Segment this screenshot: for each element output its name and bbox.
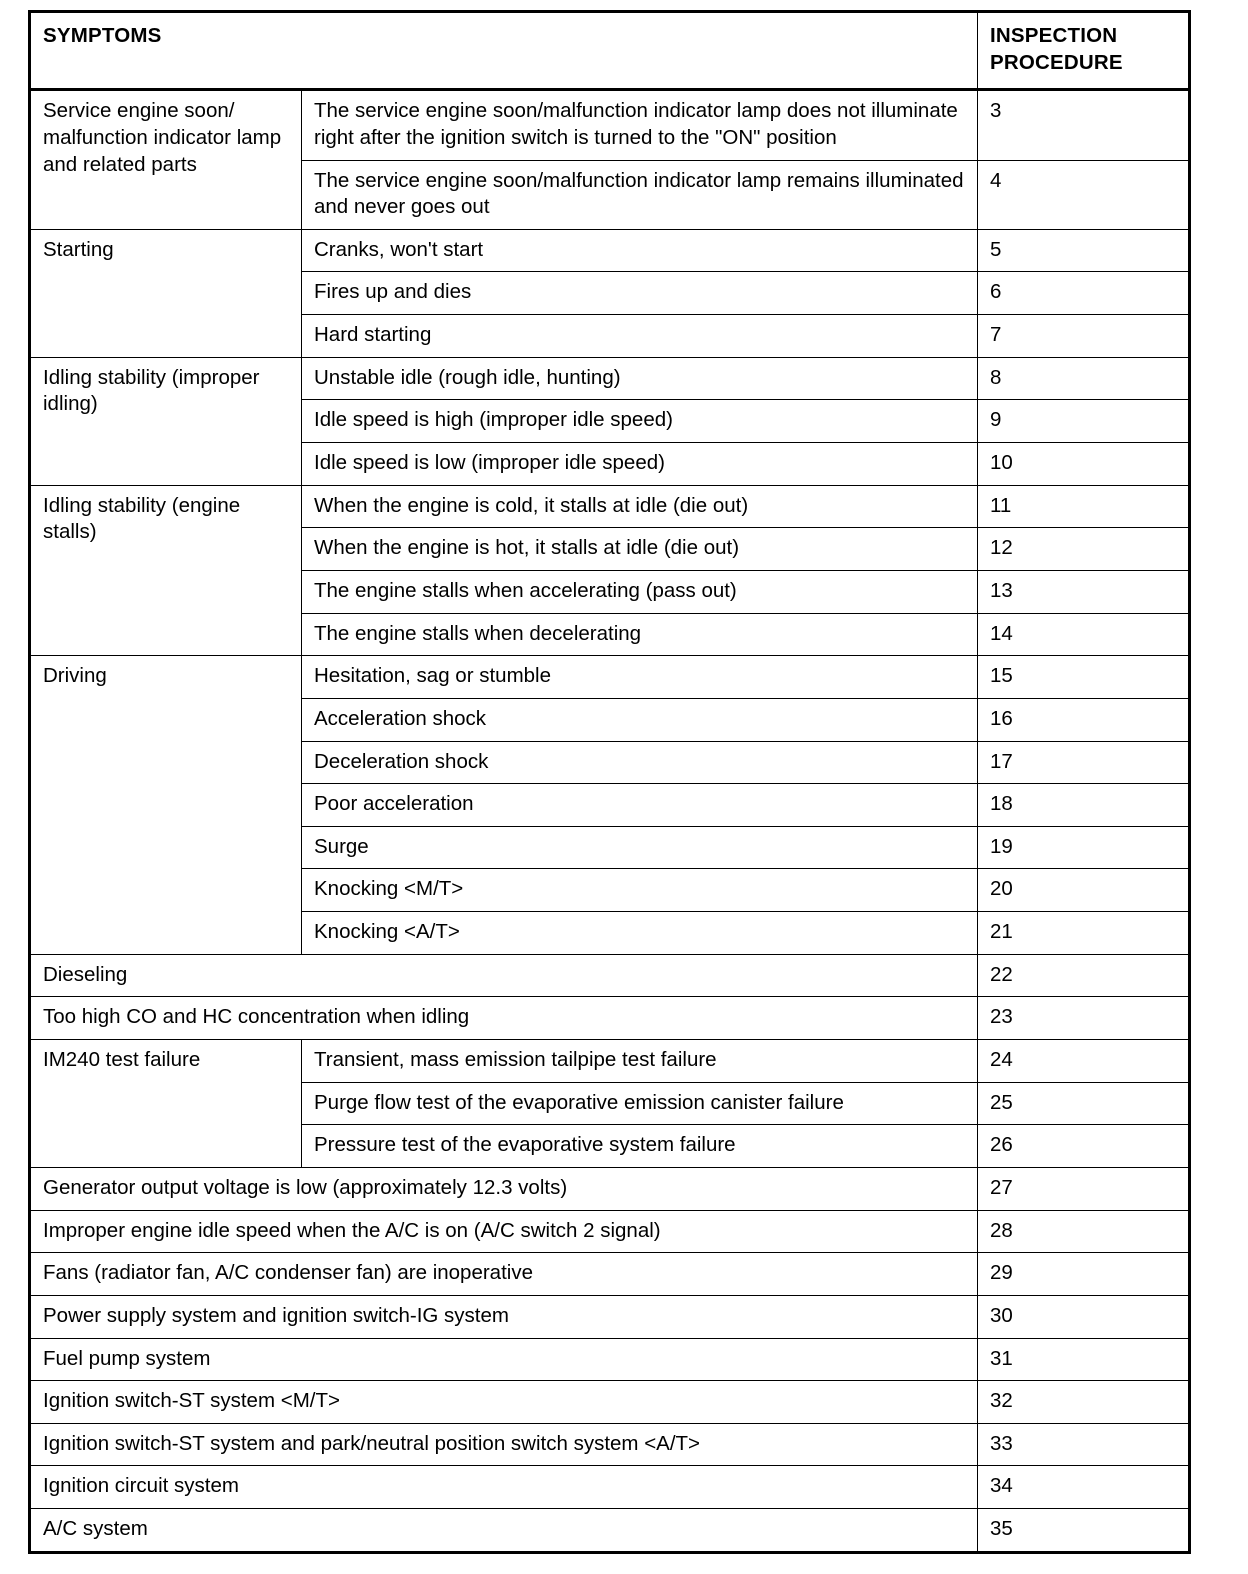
symptom-description-cell: Unstable idle (rough idle, hunting) bbox=[302, 357, 978, 400]
table-row bbox=[30, 954, 1190, 997]
symptom-description-cell: Pressure test of the evaporative system failure bbox=[302, 1125, 978, 1168]
inspection-procedure-cell: 31 bbox=[978, 1338, 1190, 1381]
symptom-description-cell: Idle speed is low (improper idle speed) bbox=[302, 443, 978, 486]
inspection-procedure-cell: 19 bbox=[978, 826, 1190, 869]
symptom-group-cell: Service engine soon/ malfunction indicator lamp and related parts bbox=[30, 90, 302, 230]
inspection-procedure-cell: 16 bbox=[978, 698, 1190, 741]
inspection-procedure-cell: 27 bbox=[978, 1167, 1190, 1210]
inspection-procedure-cell: 8 bbox=[978, 357, 1190, 400]
inspection-procedure-cell: 15 bbox=[978, 656, 1190, 699]
table-row bbox=[30, 1509, 1190, 1553]
table-row bbox=[30, 1295, 1190, 1338]
inspection-procedure-cell: 7 bbox=[978, 315, 1190, 358]
column-header-symptoms: SYMPTOMS bbox=[30, 12, 978, 90]
symptom-description-cell: Deceleration shock bbox=[302, 741, 978, 784]
symptom-description-cell: Fires up and dies bbox=[302, 272, 978, 315]
table-row bbox=[30, 1040, 1190, 1083]
symptom-full-cell: Too high CO and HC concentration when idling bbox=[30, 997, 978, 1040]
symptom-group-cell: Idling stability (engine stalls) bbox=[30, 485, 302, 656]
inspection-procedure-cell: 5 bbox=[978, 229, 1190, 272]
symptom-description-cell: Cranks, won't start bbox=[302, 229, 978, 272]
inspection-procedure-cell: 3 bbox=[978, 90, 1190, 160]
table-row bbox=[30, 1466, 1190, 1509]
symptom-full-cell: Power supply system and ignition switch-IG system bbox=[30, 1295, 978, 1338]
symptom-description-cell: Idle speed is high (improper idle speed) bbox=[302, 400, 978, 443]
symptom-full-cell: Ignition circuit system bbox=[30, 1466, 978, 1509]
inspection-procedure-cell: 35 bbox=[978, 1509, 1190, 1553]
table-row bbox=[30, 1167, 1190, 1210]
inspection-procedure-cell: 24 bbox=[978, 1040, 1190, 1083]
table-header bbox=[30, 12, 1190, 90]
table-row bbox=[30, 357, 1190, 400]
inspection-procedure-cell: 10 bbox=[978, 443, 1190, 486]
symptom-full-cell: Dieseling bbox=[30, 954, 978, 997]
symptom-full-cell: A/C system bbox=[30, 1509, 978, 1553]
inspection-procedure-cell: 11 bbox=[978, 485, 1190, 528]
table-row bbox=[30, 1253, 1190, 1296]
symptom-description-cell: The service engine soon/malfunction indicator lamp does not illuminate right after the ignition switch is turned to the "ON" position bbox=[302, 90, 978, 160]
symptom-full-cell: Fuel pump system bbox=[30, 1338, 978, 1381]
symptom-description-cell: When the engine is cold, it stalls at idle (die out) bbox=[302, 485, 978, 528]
symptom-full-cell: Generator output voltage is low (approximately 12.3 volts) bbox=[30, 1167, 978, 1210]
column-header-procedure-line2: PROCEDURE bbox=[990, 50, 1123, 74]
inspection-procedure-cell: 32 bbox=[978, 1381, 1190, 1424]
symptom-description-cell: Hard starting bbox=[302, 315, 978, 358]
symptom-description-cell: Poor acceleration bbox=[302, 784, 978, 827]
table-row bbox=[30, 485, 1190, 528]
symptom-description-cell: Knocking <A/T> bbox=[302, 912, 978, 955]
symptom-description-cell: The engine stalls when accelerating (pass out) bbox=[302, 570, 978, 613]
table-row bbox=[30, 229, 1190, 272]
table-row bbox=[30, 1381, 1190, 1424]
symptom-inspection-table bbox=[28, 10, 1191, 1554]
table-row bbox=[30, 90, 1190, 160]
symptom-group-cell: IM240 test failure bbox=[30, 1040, 302, 1168]
table-row bbox=[30, 1338, 1190, 1381]
inspection-procedure-cell: 6 bbox=[978, 272, 1190, 315]
symptom-description-cell: The service engine soon/malfunction indicator lamp remains illuminated and never goes out bbox=[302, 160, 978, 229]
inspection-procedure-cell: 14 bbox=[978, 613, 1190, 656]
inspection-procedure-cell: 4 bbox=[978, 160, 1190, 229]
table-row bbox=[30, 997, 1190, 1040]
symptom-description-cell: Purge flow test of the evaporative emission canister failure bbox=[302, 1082, 978, 1125]
symptom-description-cell: When the engine is hot, it stalls at idle (die out) bbox=[302, 528, 978, 571]
symptom-full-cell: Improper engine idle speed when the A/C is on (A/C switch 2 signal) bbox=[30, 1210, 978, 1253]
inspection-procedure-cell: 28 bbox=[978, 1210, 1190, 1253]
column-header-procedure-line1: INSPECTION bbox=[990, 24, 1118, 47]
symptom-group-cell: Idling stability (improper idling) bbox=[30, 357, 302, 485]
symptom-group-cell: Driving bbox=[30, 656, 302, 954]
table-header-row bbox=[30, 12, 1190, 90]
symptom-description-cell: Transient, mass emission tailpipe test failure bbox=[302, 1040, 978, 1083]
inspection-procedure-cell: 21 bbox=[978, 912, 1190, 955]
symptom-description-cell: Acceleration shock bbox=[302, 698, 978, 741]
symptom-group-cell: Starting bbox=[30, 229, 302, 357]
inspection-procedure-cell: 33 bbox=[978, 1423, 1190, 1466]
symptom-description-cell: Knocking <M/T> bbox=[302, 869, 978, 912]
inspection-procedure-cell: 26 bbox=[978, 1125, 1190, 1168]
inspection-procedure-cell: 30 bbox=[978, 1295, 1190, 1338]
symptom-description-cell: The engine stalls when decelerating bbox=[302, 613, 978, 656]
inspection-procedure-cell: 25 bbox=[978, 1082, 1190, 1125]
inspection-procedure-cell: 12 bbox=[978, 528, 1190, 571]
table-row bbox=[30, 1423, 1190, 1466]
inspection-procedure-cell: 29 bbox=[978, 1253, 1190, 1296]
table-body bbox=[30, 90, 1190, 1552]
table-row bbox=[30, 1210, 1190, 1253]
inspection-procedure-cell: 17 bbox=[978, 741, 1190, 784]
table-row bbox=[30, 656, 1190, 699]
inspection-procedure-cell: 23 bbox=[978, 997, 1190, 1040]
inspection-procedure-cell: 20 bbox=[978, 869, 1190, 912]
symptom-full-cell: Ignition switch-ST system and park/neutral position switch system <A/T> bbox=[30, 1423, 978, 1466]
symptom-description-cell: Surge bbox=[302, 826, 978, 869]
inspection-procedure-cell: 9 bbox=[978, 400, 1190, 443]
symptom-full-cell: Fans (radiator fan, A/C condenser fan) are inoperative bbox=[30, 1253, 978, 1296]
inspection-procedure-cell: 18 bbox=[978, 784, 1190, 827]
symptom-description-cell: Hesitation, sag or stumble bbox=[302, 656, 978, 699]
symptom-full-cell: Ignition switch-ST system <M/T> bbox=[30, 1381, 978, 1424]
column-header-inspection-procedure bbox=[978, 12, 1190, 90]
inspection-procedure-cell: 13 bbox=[978, 570, 1190, 613]
inspection-procedure-cell: 22 bbox=[978, 954, 1190, 997]
inspection-procedure-cell: 34 bbox=[978, 1466, 1190, 1509]
